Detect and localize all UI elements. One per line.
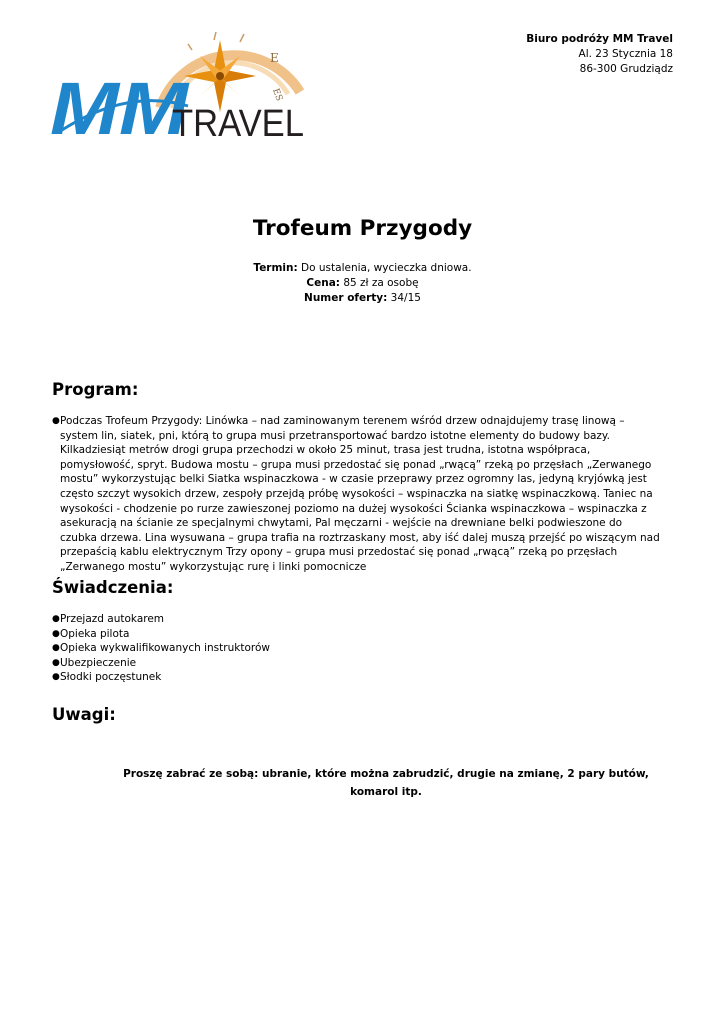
swiadczenia-list <box>52 612 270 685</box>
list-item <box>52 612 270 627</box>
program-heading: Program: <box>52 380 139 399</box>
offer-title: Trofeum Przygody <box>252 216 473 241</box>
list-item <box>52 670 270 685</box>
mm-travel-logo <box>48 28 306 142</box>
logo-travel: TRAVEL <box>172 103 304 142</box>
swiadczenie-item-text: Przejazd autokarem <box>60 613 165 625</box>
list-item <box>52 414 662 575</box>
compass-letter-es: ES <box>270 87 284 103</box>
offer-meta <box>0 261 725 306</box>
uwagi-heading: Uwagi: <box>52 705 116 724</box>
meta-termin <box>0 261 725 276</box>
swiadczenie-item-text: Opieka wykwalifikowanych instruktorów <box>60 642 270 655</box>
tick-marks <box>188 32 244 50</box>
bullet-icon: ● <box>52 672 60 683</box>
list-item <box>52 627 270 642</box>
bullet-icon: ● <box>52 643 60 654</box>
swiadczenie-item-text: Słodki poczęstunek <box>60 671 162 684</box>
swiadczenie-item-text: Ubezpieczenie <box>60 656 137 669</box>
meta-numer-value: 34/15 <box>387 292 421 304</box>
bullet-icon: ● <box>52 614 60 624</box>
list-item <box>52 641 270 656</box>
list-item <box>52 656 270 671</box>
meta-numer <box>0 291 725 306</box>
compass-letter-e: E <box>270 51 279 65</box>
meta-cena-label: Cena: <box>306 277 340 289</box>
company-name: Biuro podróży MM Travel <box>526 33 673 45</box>
meta-numer-label: Numer oferty: <box>304 292 388 304</box>
company-city: 86-300 Grudziądz <box>579 63 673 75</box>
meta-termin-value: Do ustalenia, wycieczka dniowa. <box>297 262 472 274</box>
logo-mm: MM <box>50 67 190 142</box>
program-list <box>52 414 662 575</box>
bullet-icon: ● <box>52 416 60 426</box>
swiadczenia-heading: Świadczenia: <box>52 578 174 597</box>
meta-cena-value: 85 zł za osobę <box>339 277 419 289</box>
swiadczenie-item-text: Opieka pilota <box>60 627 130 640</box>
bullet-icon: ● <box>52 657 60 668</box>
company-address: Al. 23 Stycznia 18 <box>578 48 673 60</box>
program-item-text: Podczas Trofeum Przygody: Linówka – nad zaminowanym terenem wśród drzew odnajdujemy trasę linową – system lin, siatek, pni, którą to grupa musi przetransportować bardzo istotne elementy do budowy bazy. Kilkadziesiąt metrów drogi grupa przechodzi w około 25 minut, trasa jest trudna, istotna współpraca, pomysłowość, spryt. Budowa mostu – grupa musi przedostać się ponad „rwącą” rzeką po przęsłach „Zerwanego mostu” wykorzystując belki Siatka wspinaczkowa - w czasie przeprawy przez ogromny las, jedyną kryjówką jest często szczyt wysokich drzew, zespoły przejdą próbę wysokości – wspinaczka na siatkę wspinaczkową. Taniec na wysokości - chodzenie po rurze zawieszonej poziomo na dużej wysokości Ścianka wspinaczkowa – wspinaczka z asekuracją na ścianie ze specjalnymi chwytami, Pal męczarni - wejście na drewniane belki podwieszone do czubka drzewa. Lina wysuwana – grupa trafia na roztrzaskany most, aby iść dalej muszą przejść po wiszącym nad przepaścią kablu elektrycznym Trzy opony – grupa musi przedostać się ponad „rwącą” rzeką po przęsłach „Zerwanego mostu” wykorzystując rurę i linki pomocnicze <box>60 415 660 573</box>
uwagi-note: Proszę zabrać ze sobą: ubranie, które można zabrudzić, drugie na zmianę, 2 pary butów, komarol itp. <box>123 768 649 798</box>
meta-termin-label: Termin: <box>253 262 298 274</box>
meta-cena <box>0 276 725 291</box>
bullet-icon: ● <box>52 628 60 639</box>
compass-star-icon <box>184 40 256 112</box>
company-info <box>526 32 673 77</box>
